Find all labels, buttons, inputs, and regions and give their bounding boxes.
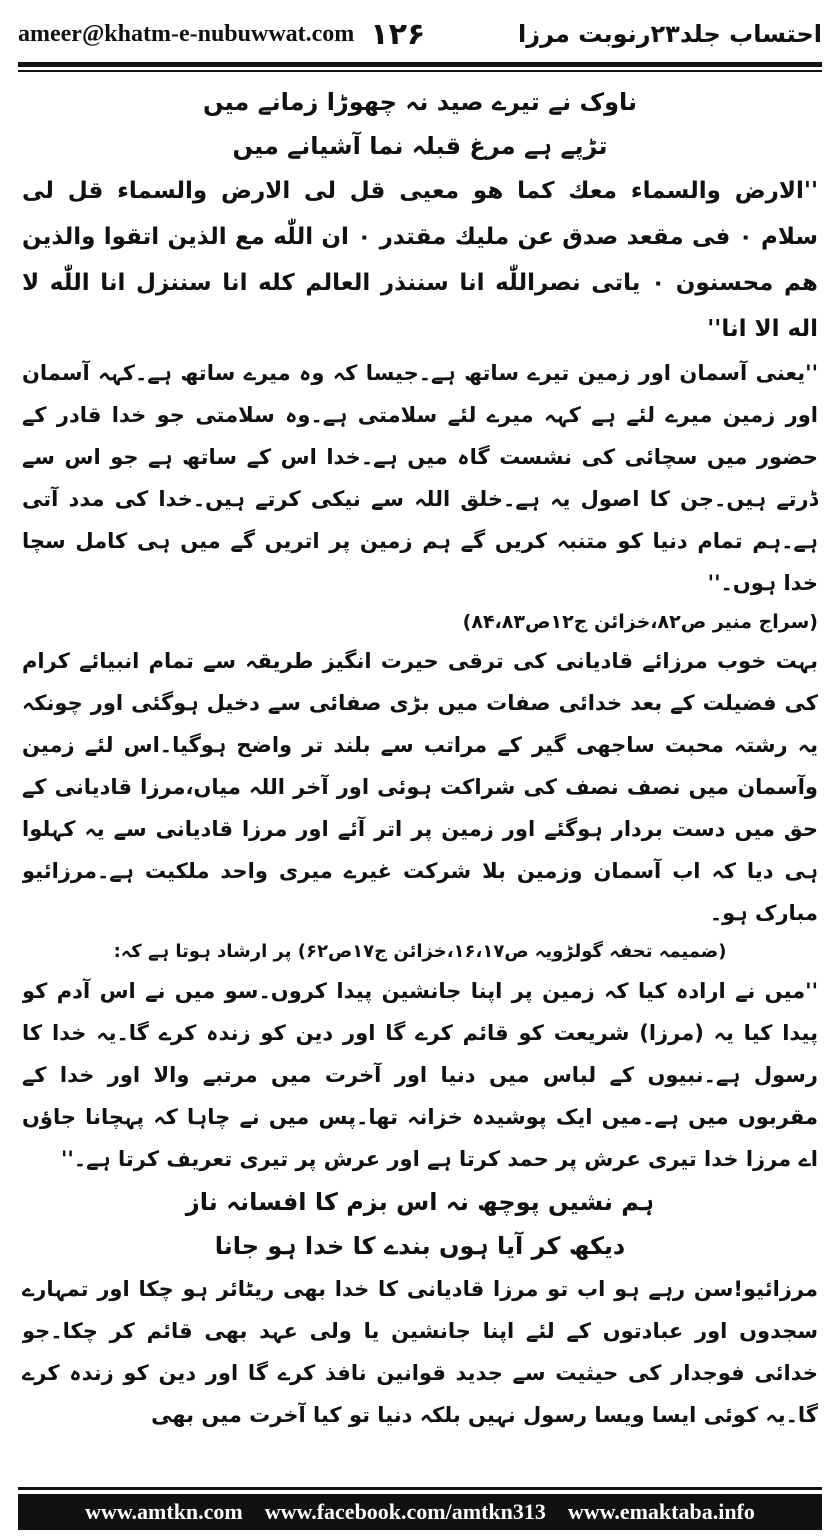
- translation-1: ''یعنی آسمان اور زمین تیرے ساتھ ہے۔جیسا کہ وہ میرے ساتھ ہے۔کہہ آسمان اور زمین میرے لئے ہے کہہ میرے لئے سلامتی ہے۔وہ سلامتی جو خدا قادر کے حضور میں سچائی کی نشست گاہ میں ہے۔خدا اس کے ساتھ ہے جو اس سے ڈرتے ہیں۔جن کا اصول یہ ہے۔خلق اللہ سے نیکی کرتے ہیں۔خدا کی مدد آتی ہے۔ہم تمام دنیا کو متنبہ کریں گے ہم زمین پر اتریں گے میں ہی کامل سچا خدا ہوں۔'': [22, 361, 818, 595]
- page-header: [18, 10, 822, 58]
- page-body: [22, 80, 818, 1482]
- page-number: ۱۲۶: [370, 16, 426, 52]
- translation-2: ''میں نے ارادہ کیا کہ زمین پر اپنا جانشین پیدا کروں۔سو میں نے اس آدم کو پیدا کیا یہ (مرزا) شریعت کو قائم کرے گا اور دین کو زندہ کرے گا۔یہ خدا کا رسول ہے۔نبیوں کے لباس میں دنیا اور آخرت میں مرتبے والا اور خدا کے مقربوں میں ہے۔میں ایک پوشیدہ خزانہ تھا۔پس میں نے چاہا کہ پہچانا جاؤں اے مرزا خدا تیری عرش پر حمد کرتا ہے اور عرش پر تیری تعریف کرتا ہے۔'': [22, 979, 818, 1171]
- header-left: [18, 17, 425, 52]
- header-rule-thick: [18, 62, 822, 67]
- footer-link-facebook[interactable]: www.facebook.com/amtkn313: [264, 1499, 546, 1524]
- reference-2: (ضمیمہ تحفہ گولڑویہ ص۱۶،۱۷،خزائن ج۱۷ص۶۲) پر ارشاد ہوتا ہے کہ:: [113, 941, 727, 962]
- footer-link-emaktaba[interactable]: www.emaktaba.info: [567, 1499, 755, 1524]
- verse-1-line-2: تڑپے ہے مرغ قبلہ نما آشیانے میں: [232, 132, 608, 160]
- book-title: احتساب جلد۲۳رنوبت مرزا: [518, 20, 822, 48]
- reference-1-row: [22, 604, 818, 640]
- header-email[interactable]: ameer@khatm-e-nubuwwat.com: [18, 20, 355, 47]
- footer-link-amtkn[interactable]: www.amtkn.com: [85, 1499, 243, 1524]
- verse-2-line-2: دیکھ کر آیا ہوں بندے کا خدا ہو جانا: [214, 1232, 626, 1260]
- arabic-quote: ''الارض والسماء معك كما هو معيى قل لى الارض والسماء قل لى سلام ۰ فى مقعد صدق عن مليك مقتدر ۰ ان اللّٰه مع الذين اتقوا والذين هم محسنون ۰ ياتى نصراللّٰه انا سننذر العالم كله انا سننزل انا اللّٰه لا اله الا انا'': [22, 178, 818, 342]
- paragraph-2: مرزائیو!سن رہے ہو اب تو مرزا قادیانی کا خدا بھی ریٹائر ہو چکا اور تمہارے سجدوں اور عبادتوں کے لئے اپنا جانشین یا ولی عہد بھی قائم کر چکا۔جو خدائی فوجدار کی حیثیت سے جدید قوانین نافذ کرے گا اور دین کو زندہ کرے گا۔یہ کوئی ایسا ویسا رسول نہیں بلکہ دنیا تو کیا آخرت میں بھی: [22, 1277, 818, 1427]
- verse-2-line-1: ہم نشیں پوچھ نہ اس بزم کا افسانہ ناز: [185, 1188, 655, 1216]
- footer-rule: [18, 1487, 822, 1490]
- reference-1: (سراج منیر ص۸۲،خزائن ج۱۲ص۸۴،۸۳): [462, 611, 818, 633]
- header-rule-thin: [18, 70, 822, 72]
- page-footer: [18, 1494, 822, 1530]
- verse-1-line-1: ناوک نے تیرے صید نہ چھوڑا زمانے میں: [202, 88, 638, 116]
- paragraph-1: بہت خوب مرزائے قادیانی کی ترقی حیرت انگیز طریقہ سے تمام انبیائے کرام کی فضیلت کے بعد خدائی صفات میں بڑی صفائی سے دخیل ہوگئی اور چونکہ یہ رشتہ محبت ساجھی گیر کے مراتب سے بلند تر واضح ہوگیا۔اس لئے زمین وآسمان میں نصف نصف کی شراکت ہوئی اور آخر اللہ میاں،مرزا قادیانی کے حق میں دست بردار ہوگئے اور زمین پر اتر آئے اور مرزا قادیانی سے یہ کہلوا ہی دیا کہ اب آسمان وزمین بلا شرکت غیرے میری واحد ملکیت ہے۔مرزائیو مبارک ہو۔: [22, 649, 818, 925]
